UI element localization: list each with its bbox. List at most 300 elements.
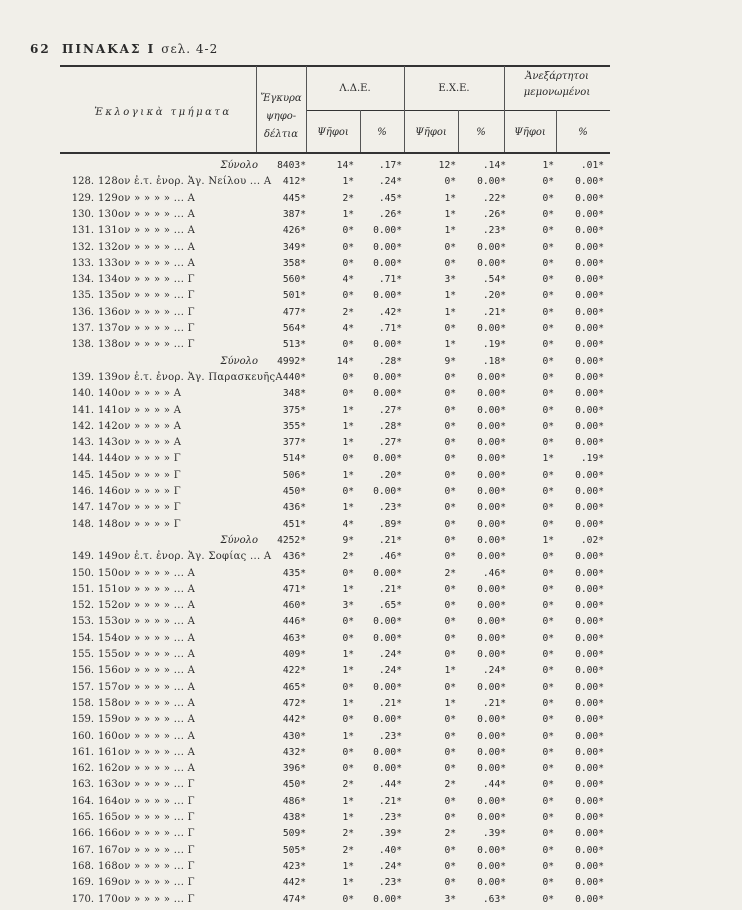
section-number: 154.: [71, 632, 94, 644]
party3-pct: 0.00*: [575, 420, 604, 432]
table-row: [0, 763, 742, 779]
party3-pct: .01*: [580, 160, 604, 171]
party3-votes: 0*: [542, 257, 554, 269]
valid-ballots: 450*: [282, 779, 306, 791]
section-description: 154ον » » » » ... Α: [98, 632, 196, 644]
section-description: 165ον » » » » ... Γ: [98, 812, 195, 823]
valid-ballots: 355*: [282, 420, 306, 432]
party2-pct: 0.00*: [477, 176, 506, 188]
valid-ballots: 514*: [282, 453, 306, 465]
party1-pct: .71*: [378, 323, 402, 334]
section-number: 160.: [71, 730, 94, 742]
party3-pct: 0.00*: [575, 860, 604, 872]
party3-pct: 0.00*: [575, 844, 604, 856]
section-description: 143ον » » » » Α: [98, 437, 182, 449]
valid-ballots: 4992*: [277, 355, 306, 367]
party3-votes: 0*: [542, 567, 554, 579]
party3-pct: 0.00*: [575, 746, 604, 758]
total-label: Σύνολο: [220, 160, 258, 171]
party2-votes: 1*: [444, 339, 456, 351]
party3-pct: 0.00*: [575, 714, 604, 726]
party1-pct: .23*: [378, 502, 402, 514]
party3-pct: 0.00*: [575, 404, 604, 416]
table-row: [0, 339, 742, 355]
party1-pct: .39*: [378, 828, 402, 840]
section-number: 162.: [71, 763, 94, 775]
valid-ballots: 423*: [282, 860, 306, 872]
section-number: 152.: [71, 600, 94, 612]
party3-pct: 0.00*: [575, 339, 604, 351]
valid-ballots: 375*: [282, 404, 306, 416]
party2-pct: 0.00*: [477, 600, 506, 612]
party3-votes-header: Ψῆφοι: [514, 127, 546, 138]
party3-pct: 0.00*: [575, 632, 604, 644]
table-row: [0, 698, 742, 714]
party2-pct: 0.00*: [477, 371, 506, 383]
party2-pct: 0.00*: [477, 257, 506, 269]
party3-votes: 0*: [542, 795, 554, 807]
section-description: 141ον » » » » Α: [98, 404, 182, 416]
party2-votes: 2*: [444, 779, 456, 791]
section-number: 161.: [71, 746, 94, 758]
party1-pct: .21*: [378, 534, 402, 546]
table-row: [0, 437, 742, 453]
party2-pct: 0.00*: [477, 469, 506, 481]
party1-pct: 0.00*: [373, 371, 402, 383]
party3-pct: 0.00*: [575, 355, 604, 367]
section-number: 133.: [71, 257, 94, 269]
party1-votes: 0*: [342, 371, 354, 383]
party3-pct: 0.00*: [575, 583, 604, 595]
party3-votes: 0*: [542, 176, 554, 188]
party3-votes: 0*: [542, 355, 554, 367]
party2-votes: 0*: [444, 616, 456, 628]
section-number: 167.: [71, 844, 94, 856]
party1-votes: 1*: [342, 502, 354, 514]
table-row: [0, 290, 742, 306]
party1-pct: 0.00*: [373, 225, 402, 237]
table-row: [0, 812, 742, 828]
party1-votes: 1*: [342, 420, 354, 432]
party2-votes: 0*: [444, 877, 456, 889]
valid-ballots: 432*: [282, 746, 306, 758]
section-description: 155ον » » » » ... Α: [98, 649, 196, 660]
party1-pct: .21*: [378, 795, 402, 807]
party3-votes: 0*: [542, 860, 554, 872]
party3-pct: 0.00*: [575, 828, 604, 840]
party1-votes: 0*: [342, 453, 354, 465]
party2-votes: 1*: [444, 225, 456, 237]
party1-votes: 0*: [342, 225, 354, 237]
party2-pct: 0.00*: [477, 746, 506, 758]
table-row: [0, 779, 742, 795]
section-description: 161ον » » » » ... Α: [98, 746, 196, 758]
party3-votes: 0*: [542, 404, 554, 416]
valid-ballots: 472*: [282, 697, 306, 709]
party2-votes: 1*: [444, 697, 456, 709]
party3-votes: 0*: [542, 730, 554, 742]
valid-ballots: 560*: [282, 274, 306, 286]
table-row: [0, 323, 742, 339]
party1-votes: 0*: [342, 567, 354, 579]
party2-pct: 0.00*: [477, 632, 506, 644]
section-description: 149ον ἐ.τ. ἐνορ. Ἁγ. Σοφίας ... Α: [98, 551, 272, 563]
table-row: [0, 714, 742, 730]
party1-votes: 0*: [342, 486, 354, 497]
sections-header: Ἐκλογικὰ τμήματα: [94, 107, 232, 118]
party2-votes: 0*: [444, 518, 456, 530]
section-number: 165.: [71, 812, 94, 823]
party1-votes: 4*: [342, 274, 354, 286]
party2-pct: .44*: [482, 779, 506, 791]
party2-votes: 0*: [444, 486, 456, 497]
valid-ballots: 348*: [282, 388, 306, 400]
section-number: 142.: [71, 420, 94, 432]
table-row: [0, 307, 742, 323]
party2-votes: 0*: [444, 763, 456, 775]
party1-pct: .45*: [378, 192, 402, 204]
party1-votes: 4*: [342, 518, 354, 530]
section-number: 131.: [71, 225, 94, 237]
party1-votes: 1*: [342, 795, 354, 807]
section-description: 166ον » » » » ... Γ: [98, 828, 195, 840]
party1-pct: .24*: [378, 665, 402, 677]
section-number: 155.: [71, 649, 94, 660]
total-label: Σύνολο: [220, 534, 258, 546]
valid-ballots: 445*: [282, 192, 306, 204]
total-row: [0, 356, 742, 372]
party2-votes: 0*: [444, 420, 456, 432]
party1-votes: 2*: [342, 779, 354, 791]
party1-votes: 0*: [342, 616, 354, 628]
party1-pct: .20*: [378, 469, 402, 481]
party2-votes: 0*: [444, 551, 456, 563]
valid-ballots: 422*: [282, 665, 306, 677]
table-row: [0, 519, 742, 535]
party3-pct: 0.00*: [575, 665, 604, 677]
party1-pct: .26*: [378, 208, 402, 220]
party3-pct-header: %: [578, 127, 588, 138]
section-description: 142ον » » » » Α: [98, 420, 182, 432]
party2-pct: .21*: [482, 306, 506, 318]
table-row: [0, 176, 742, 192]
party1-votes: 1*: [342, 404, 354, 416]
party1-pct: .89*: [378, 518, 402, 530]
party1-pct: 0.00*: [373, 567, 402, 579]
party1-votes: 1*: [342, 583, 354, 595]
party1-votes: 1*: [342, 812, 354, 823]
party1-votes: 0*: [342, 632, 354, 644]
table-row: [0, 584, 742, 600]
party2-votes: 0*: [444, 632, 456, 644]
party2-pct: .14*: [482, 160, 506, 171]
section-number: 166.: [71, 828, 94, 840]
party2-votes: 0*: [444, 502, 456, 514]
party2-pct: 0.00*: [477, 323, 506, 334]
valid-ballots: 477*: [282, 306, 306, 318]
party1-votes: 14*: [336, 355, 354, 367]
party1-votes: 2*: [342, 828, 354, 840]
party3-pct: 0.00*: [575, 795, 604, 807]
party1-votes: 1*: [342, 665, 354, 677]
section-number: 168.: [71, 860, 94, 872]
valid-ballots: 8403*: [277, 160, 306, 171]
section-description: 153ον » » » » ... Α: [98, 616, 196, 628]
party1-votes: 1*: [342, 469, 354, 481]
party3-pct: 0.00*: [575, 502, 604, 514]
party1-pct: .24*: [378, 176, 402, 188]
party2-votes: 1*: [444, 290, 456, 302]
party3-votes: 0*: [542, 274, 554, 286]
section-description: 132ον » » » » ... Α: [98, 241, 196, 253]
party2-votes: 0*: [444, 812, 456, 823]
section-number: 135.: [71, 290, 94, 302]
party3-votes: 1*: [542, 534, 554, 546]
party2-votes: 0*: [444, 681, 456, 693]
party3-votes: 0*: [542, 469, 554, 481]
party3-pct: 0.00*: [575, 730, 604, 742]
party3-votes: 0*: [542, 697, 554, 709]
party2-pct: 0.00*: [477, 583, 506, 595]
party2-votes: 0*: [444, 469, 456, 481]
top-rule: [60, 65, 610, 67]
party2-pct: .19*: [482, 339, 506, 351]
section-description: 130ον » » » » ... Α: [98, 208, 196, 220]
valid-ballots: 349*: [282, 241, 306, 253]
party2-votes: 3*: [444, 274, 456, 286]
table-row: [0, 470, 742, 486]
party2-votes: 1*: [444, 665, 456, 677]
party2-pct: 0.00*: [477, 616, 506, 628]
table-row: [0, 894, 742, 910]
party2-pct: .20*: [482, 290, 506, 302]
party2-header: Ε.Χ.Ε.: [438, 83, 470, 94]
valid-ballots: 4252*: [277, 534, 306, 546]
section-number: 141.: [71, 404, 94, 416]
table-row: [0, 616, 742, 632]
valid-ballots: 442*: [282, 877, 306, 889]
party1-votes: 1*: [342, 877, 354, 889]
party3-votes: 0*: [542, 779, 554, 791]
party3-pct: 0.00*: [575, 290, 604, 302]
party1-pct: .28*: [378, 420, 402, 432]
section-number: 158.: [71, 697, 94, 709]
section-description: 146ον » » » » Γ: [98, 486, 181, 497]
section-number: 156.: [71, 665, 94, 677]
party2-votes: 0*: [444, 453, 456, 465]
party1-pct: .44*: [378, 779, 402, 791]
party1-pct: .28*: [378, 355, 402, 367]
party3-votes: 0*: [542, 241, 554, 253]
valid-ballots: 463*: [282, 632, 306, 644]
table-row: [0, 209, 742, 225]
valid-ballots: 387*: [282, 208, 306, 220]
party1-votes: 9*: [342, 534, 354, 546]
party2-pct: 0.00*: [477, 502, 506, 514]
table-row: [0, 193, 742, 209]
party2-pct: .21*: [482, 697, 506, 709]
party3-votes: 0*: [542, 290, 554, 302]
section-description: 150ον » » » » ... Α: [98, 567, 196, 579]
party2-pct: .23*: [482, 225, 506, 237]
section-description: 151ον » » » » ... Α: [98, 583, 196, 595]
valid-ballots: 446*: [282, 616, 306, 628]
party2-pct: 0.00*: [477, 404, 506, 416]
party2-votes: 0*: [444, 714, 456, 726]
party3-votes: 0*: [542, 812, 554, 823]
party2-votes: 0*: [444, 437, 456, 449]
party1-votes: 0*: [342, 339, 354, 351]
party2-pct: 0.00*: [477, 877, 506, 889]
party2-votes: 0*: [444, 534, 456, 546]
table-row: [0, 372, 742, 388]
valid-ballots: 509*: [282, 828, 306, 840]
party1-pct: 0.00*: [373, 616, 402, 628]
table-title: [62, 42, 218, 56]
valid-ballots: 426*: [282, 225, 306, 237]
party1-votes: 2*: [342, 306, 354, 318]
party2-votes: 0*: [444, 388, 456, 400]
party1-votes: 1*: [342, 176, 354, 188]
valid-ballots: 486*: [282, 795, 306, 807]
section-description: 145ον » » » » Γ: [98, 469, 181, 481]
party3-votes: 0*: [542, 763, 554, 775]
party2-pct: 0.00*: [477, 763, 506, 775]
party3-pct: 0.00*: [575, 176, 604, 188]
party1-votes: 0*: [342, 290, 354, 302]
party3-pct: 0.00*: [575, 257, 604, 269]
party3-votes: 0*: [542, 828, 554, 840]
party1-votes: 1*: [342, 208, 354, 220]
party1-pct: .27*: [378, 437, 402, 449]
party3-votes: 0*: [542, 649, 554, 660]
party2-votes: 0*: [444, 649, 456, 660]
party1-votes: 1*: [342, 649, 354, 660]
valid-ballots: 412*: [282, 176, 306, 188]
party3-pct: 0.00*: [575, 486, 604, 497]
section-description: 134ον » » » » ... Γ: [98, 274, 195, 286]
section-description: 167ον » » » » ... Γ: [98, 844, 195, 856]
party2-votes: 0*: [444, 860, 456, 872]
section-number: 149.: [71, 551, 94, 563]
party3-votes: 0*: [542, 551, 554, 563]
party1-pct: .42*: [378, 306, 402, 318]
section-description: 147ον » » » » Γ: [98, 502, 181, 514]
section-number: 169.: [71, 877, 94, 889]
party3-votes: 0*: [542, 502, 554, 514]
section-description: 156ον » » » » ... Α: [98, 665, 196, 677]
section-number: 137.: [71, 323, 94, 334]
table-row: [0, 405, 742, 421]
party3-votes: 0*: [542, 420, 554, 432]
section-description: 144ον » » » » Γ: [98, 453, 181, 465]
party1-pct: .40*: [378, 844, 402, 856]
section-description: 158ον » » » » ... Α: [98, 697, 196, 709]
section-number: 170.: [71, 893, 94, 905]
party3-votes: 0*: [542, 877, 554, 889]
party3-pct: 0.00*: [575, 192, 604, 204]
party3-votes: 0*: [542, 600, 554, 612]
table-row: [0, 258, 742, 274]
party3-pct: 0.00*: [575, 388, 604, 400]
section-description: 135ον » » » » ... Γ: [98, 290, 195, 302]
page-number: 62: [30, 42, 51, 56]
party3-pct: 0.00*: [575, 518, 604, 530]
party1-header: Λ.Δ.Ε.: [339, 83, 371, 94]
valid-ballots: 409*: [282, 649, 306, 660]
party2-votes: 0*: [444, 746, 456, 758]
valid-ballots: 471*: [282, 583, 306, 595]
party3-pct: 0.00*: [575, 697, 604, 709]
section-number: 164.: [71, 795, 94, 807]
party1-pct: .21*: [378, 583, 402, 595]
party3-votes: 0*: [542, 437, 554, 449]
section-description: 148ον » » » » Γ: [98, 518, 181, 530]
party2-pct: 0.00*: [477, 844, 506, 856]
party3-votes: 0*: [542, 518, 554, 530]
section-description: 138ον » » » » ... Γ: [98, 339, 195, 351]
party2-votes: 1*: [444, 306, 456, 318]
party3-pct: 0.00*: [575, 241, 604, 253]
valid-ballots: 451*: [282, 518, 306, 530]
party2-pct: .22*: [482, 192, 506, 204]
party3-pct: 0.00*: [575, 437, 604, 449]
party2-votes: 3*: [444, 893, 456, 905]
section-description: 133ον » » » » ... Α: [98, 257, 196, 269]
party3-pct: 0.00*: [575, 779, 604, 791]
table-row: [0, 225, 742, 241]
party1-votes: 0*: [342, 746, 354, 758]
party2-pct: 0.00*: [477, 534, 506, 546]
party1-votes: 0*: [342, 893, 354, 905]
party1-pct: .24*: [378, 860, 402, 872]
party2-votes: 0*: [444, 844, 456, 856]
party3-votes: 0*: [542, 306, 554, 318]
valid-ballots: 564*: [282, 323, 306, 334]
party2-votes: 0*: [444, 176, 456, 188]
section-number: 151.: [71, 583, 94, 595]
section-description: 157ον » » » » ... Α: [98, 681, 196, 693]
party2-pct: 0.00*: [477, 649, 506, 660]
party1-votes: 0*: [342, 257, 354, 269]
section-description: 128ον ἐ.τ. ἐνορ. Ἁγ. Νείλου ... Α: [98, 176, 272, 188]
party3-votes: 0*: [542, 665, 554, 677]
section-description: 163ον » » » » ... Γ: [98, 779, 195, 791]
party3-pct: 0.00*: [575, 877, 604, 889]
party1-pct: 0.00*: [373, 339, 402, 351]
party1-votes-header: Ψῆφοι: [317, 127, 349, 138]
header-bottom-rule: [60, 152, 610, 154]
valid-ballots: 442*: [282, 714, 306, 726]
party2-pct: 0.00*: [477, 518, 506, 530]
table-row: [0, 845, 742, 861]
party1-votes: 0*: [342, 714, 354, 726]
party2-pct-header: %: [476, 127, 486, 138]
section-number: 150.: [71, 567, 94, 579]
party3-pct: 0.00*: [575, 812, 604, 823]
valid-ballots: 465*: [282, 681, 306, 693]
section-description: 159ον » » » » ... Α: [98, 714, 196, 726]
party3-votes: 0*: [542, 681, 554, 693]
party1-votes: 1*: [342, 437, 354, 449]
party2-pct: 0.00*: [477, 420, 506, 432]
section-description: 139ον ἐ.τ. ἐνορ. Ἁγ. ΠαρασκευῆςΑ: [98, 371, 283, 383]
party1-votes: 0*: [342, 388, 354, 400]
party3-votes: 0*: [542, 192, 554, 204]
party1-pct: .46*: [378, 551, 402, 563]
valid-ballots: 430*: [282, 730, 306, 742]
party1-pct: .23*: [378, 730, 402, 742]
